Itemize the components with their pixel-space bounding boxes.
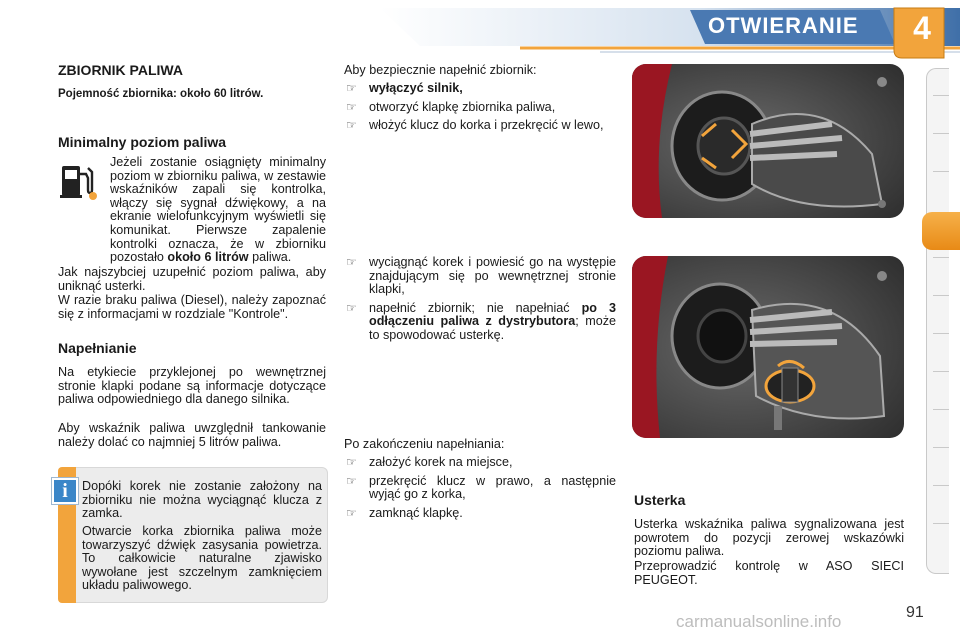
step-text: napełnić zbiornik; nie napełniać (369, 300, 582, 315)
fault-paragraph-2: Przeprowadzić kontrolę w ASO SIECI PEUGEOT. (634, 559, 904, 587)
list-item (344, 507, 616, 521)
step-text: wyciągnąć korek i powiesić go na występie znajdującym się po wewnętrznej stronie klapki, (369, 255, 616, 297)
tab-divider (933, 171, 949, 172)
fault-title: Usterka (634, 492, 686, 508)
after-filling-steps-list (344, 456, 616, 525)
fuel-pump-icon (58, 160, 102, 202)
pointing-hand-icon: ☞ (346, 300, 357, 315)
chapter-number: 4 (913, 10, 931, 46)
filling-title: Napełnianie (58, 340, 137, 356)
step-text: przekręcić klucz w prawo, a następnie wyjąć go z korka, (369, 473, 616, 502)
chapter-tab-active[interactable] (922, 212, 960, 250)
info-box (58, 467, 328, 603)
list-item (344, 101, 616, 115)
step-text: zamknąć klapkę. (369, 505, 463, 520)
pointing-hand-icon: ☞ (346, 99, 357, 114)
chapter-tab-strip (926, 68, 949, 574)
tab-divider (933, 485, 949, 486)
tab-divider (933, 133, 949, 134)
step-bold: po 3 odłączeniu paliwa z dystrybutora (369, 300, 616, 329)
tank-capacity: Pojemność zbiornika: około 60 litrów. (58, 88, 264, 100)
min-level-paragraph-2: Jak najszybciej uzupełnić poziom paliwa, aby uniknąć usterki. (58, 265, 326, 293)
tab-divider (933, 409, 949, 410)
page-number: 91 (906, 604, 924, 621)
list-item (344, 302, 616, 343)
step-text: wyłączyć silnik, (369, 81, 463, 95)
step-text: założyć korek na miejsce, (369, 455, 513, 469)
step-text: włożyć klucz do korka i przekręcić w lewo, (369, 118, 604, 133)
filling-intro: Aby bezpiecznie napełnić zbiornik: (344, 63, 537, 77)
filling-paragraph-1: Na etykiecie przyklejonej po wewnętrznej stronie klapki podane są informacje dotyczące paliwa odpowiedniego dla danego silnika. (58, 365, 326, 407)
pointing-hand-icon: ☞ (346, 455, 357, 469)
list-item (344, 256, 616, 297)
info-paragraph-2: Otwarcie korka zbiornika paliwa może towarzyszyć dźwięk zasysania powietrza. To całkowicie naturalne zjawisko wywołane jest szczelnym zamknięciem układu paliwowego. (82, 524, 322, 593)
pointing-hand-icon: ☞ (346, 81, 357, 95)
watermark: carmanualsonline.info (676, 612, 842, 631)
list-item (344, 475, 616, 502)
filling-paragraph-2: Aby wskaźnik paliwa uwzględnił tankowanie należy dolać co najmniej 5 litrów paliwa. (58, 421, 326, 449)
info-body (76, 467, 328, 603)
min-level-paragraph-1a (110, 156, 326, 265)
pointing-hand-icon: ☞ (346, 255, 357, 269)
tab-divider (933, 523, 949, 524)
list-item (344, 456, 616, 470)
chapter-title: OTWIERANIE (708, 13, 859, 38)
pointing-hand-icon: ☞ (346, 505, 357, 520)
filling-steps-list-2 (344, 256, 616, 348)
list-item (344, 82, 616, 96)
pointing-hand-icon: ☞ (346, 473, 357, 488)
filling-steps-list (344, 82, 616, 138)
tab-divider (933, 333, 949, 334)
tab-divider (933, 371, 949, 372)
min-level-title: Minimalny poziom paliwa (58, 134, 227, 150)
photo-cap-hanging (632, 256, 904, 438)
info-paragraph-1: Dopóki korek nie zostanie założony na zbiorniku nie można wyciągnąć klucza z zamka. (82, 479, 322, 521)
step-text-end: ; może to spowodować usterkę. (369, 314, 617, 342)
list-item (344, 119, 616, 133)
info-icon: i (52, 478, 78, 504)
pointing-hand-icon: ☞ (346, 118, 357, 133)
page-header (0, 0, 960, 62)
fault-paragraph-1: Usterka wskaźnika paliwa sygnalizowana jest powrotem do pozycji zerowej wskazówki poziomu paliwa. (634, 517, 904, 559)
tab-divider (933, 295, 949, 296)
min-level-paragraph-3: W razie braku paliwa (Diesel), należy zapoznać się z informacjami w rozdziale "Kontrole". (58, 293, 326, 321)
min-level-text: Jeżeli zostanie osiągnięty minimalny poziom w zbiorniku paliwa, w zestawie wskaźników zapali się kontrolka, włączy się sygnał dźwiękowy, a na ekranie wielofunkcyjnym wyświetli się komunikat. Pierwsze zapalenie kontrolki oznacza, że w zbiorniku pozostało (110, 155, 326, 265)
min-level-text-end: paliwa. (248, 250, 292, 265)
tab-divider (933, 257, 949, 258)
section-title: ZBIORNIK PALIWA (58, 62, 183, 78)
after-filling-intro: Po zakończeniu napełniania: (344, 437, 505, 451)
step-text: otworzyć klapkę zbiornika paliwa, (369, 99, 556, 114)
min-level-bold: około 6 litrów (167, 250, 249, 265)
tab-divider (933, 95, 949, 96)
photo-key-in-cap (632, 64, 904, 218)
tab-divider (933, 447, 949, 448)
